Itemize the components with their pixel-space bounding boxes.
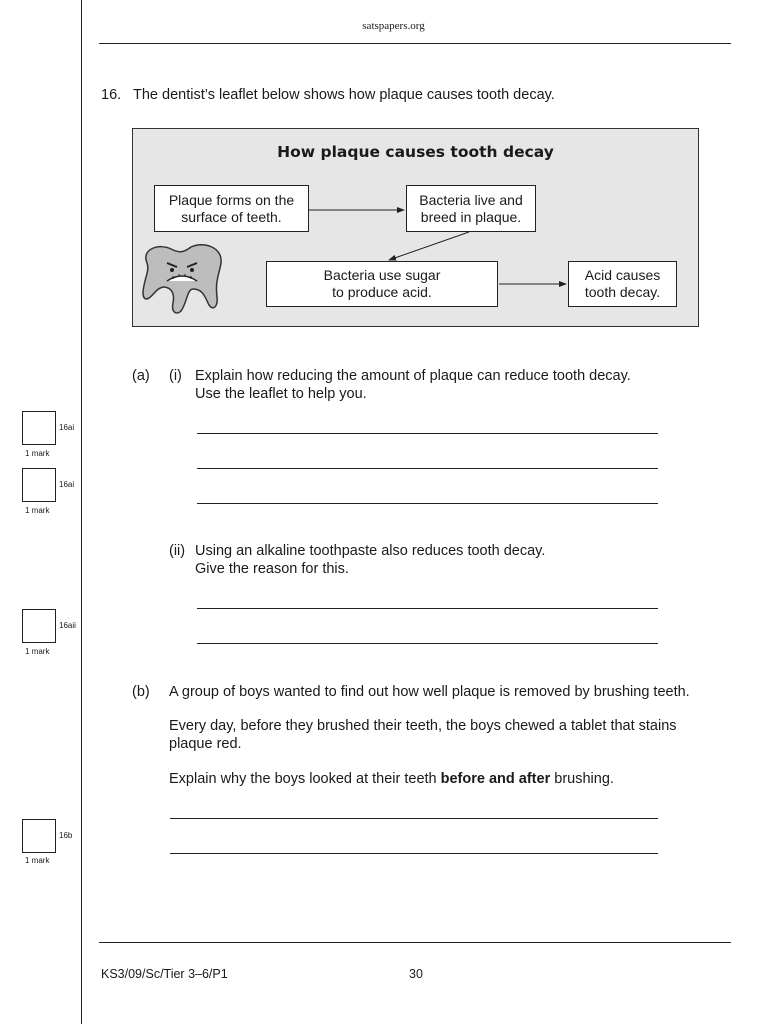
part-a-i-text-1: Explain how reducing the amount of plaque can reduce tooth decay.: [195, 368, 631, 384]
part-a-ii-label: (ii): [169, 543, 186, 559]
mark-box-16b[interactable]: [22, 819, 56, 853]
step-acid-decay: Acid causes tooth decay.: [568, 261, 677, 307]
mark-code-16ai-2: 16ai: [59, 480, 75, 489]
part-b-text-3-bold: before and after: [440, 771, 551, 787]
answer-line-a-i-3[interactable]: [197, 503, 658, 504]
part-b-text-3: [169, 771, 614, 787]
answer-line-b-2[interactable]: [170, 853, 658, 854]
part-b-label: (b): [132, 684, 150, 700]
answer-line-a-i-1[interactable]: [197, 433, 658, 434]
mark-label-16ai-1: 1 mark: [25, 449, 50, 458]
arrow-bacteria-to-sugar: [389, 232, 469, 260]
header-rule: [99, 43, 731, 44]
part-b-text-2b: plaque red.: [169, 736, 242, 752]
part-a-i-text-2: Use the leaflet to help you.: [195, 386, 367, 402]
part-a-label: (a): [132, 368, 150, 384]
part-b-text-1: A group of boys wanted to find out how well plaque is removed by brushing teeth.: [169, 684, 690, 700]
mark-label-16aii: 1 mark: [25, 647, 50, 656]
sad-tooth-icon: [137, 241, 225, 315]
part-b-text-3-start: Explain why the boys looked at their teeth: [169, 771, 441, 787]
answer-line-b-1[interactable]: [170, 818, 658, 819]
footer-rule: [99, 942, 731, 943]
answer-line-a-ii-2[interactable]: [197, 643, 658, 644]
part-a-ii-text-2: Give the reason for this.: [195, 561, 349, 577]
site-name: satspapers.org: [362, 20, 425, 32]
mark-label-16ai-2: 1 mark: [25, 506, 50, 515]
answer-line-a-i-2[interactable]: [197, 468, 658, 469]
question-number: 16.: [101, 87, 122, 103]
margin-line: [81, 0, 82, 1024]
mark-box-16aii[interactable]: [22, 609, 56, 643]
step-bacteria-breed: Bacteria live and breed in plaque.: [406, 185, 536, 232]
step-bacteria-sugar: Bacteria use sugar to produce acid.: [266, 261, 498, 307]
leaflet-title: How plaque causes tooth decay: [277, 143, 554, 161]
mark-box-16ai-1[interactable]: [22, 411, 56, 445]
question-text: The dentist’s leaflet below shows how plaque causes tooth decay.: [133, 87, 555, 103]
part-b-text-2a: Every day, before they brushed their teeth, the boys chewed a tablet that stains: [169, 718, 677, 734]
mark-code-16b: 16b: [59, 831, 73, 840]
paper-code: KS3/09/Sc/Tier 3–6/P1: [101, 967, 228, 981]
part-a-ii-text-1: Using an alkaline toothpaste also reduces tooth decay.: [195, 543, 546, 559]
mark-code-16aii: 16aii: [59, 621, 76, 630]
mark-label-16b: 1 mark: [25, 856, 50, 865]
page-number: 30: [409, 967, 423, 981]
answer-line-a-ii-1[interactable]: [197, 608, 658, 609]
part-a-i-label: (i): [169, 368, 182, 384]
leaflet-panel: [132, 128, 699, 327]
mark-box-16ai-2[interactable]: [22, 468, 56, 502]
part-b-text-3-end: brushing.: [550, 771, 614, 787]
step-plaque-forms: Plaque forms on the surface of teeth.: [154, 185, 309, 232]
mark-code-16ai-1: 16ai: [59, 423, 75, 432]
